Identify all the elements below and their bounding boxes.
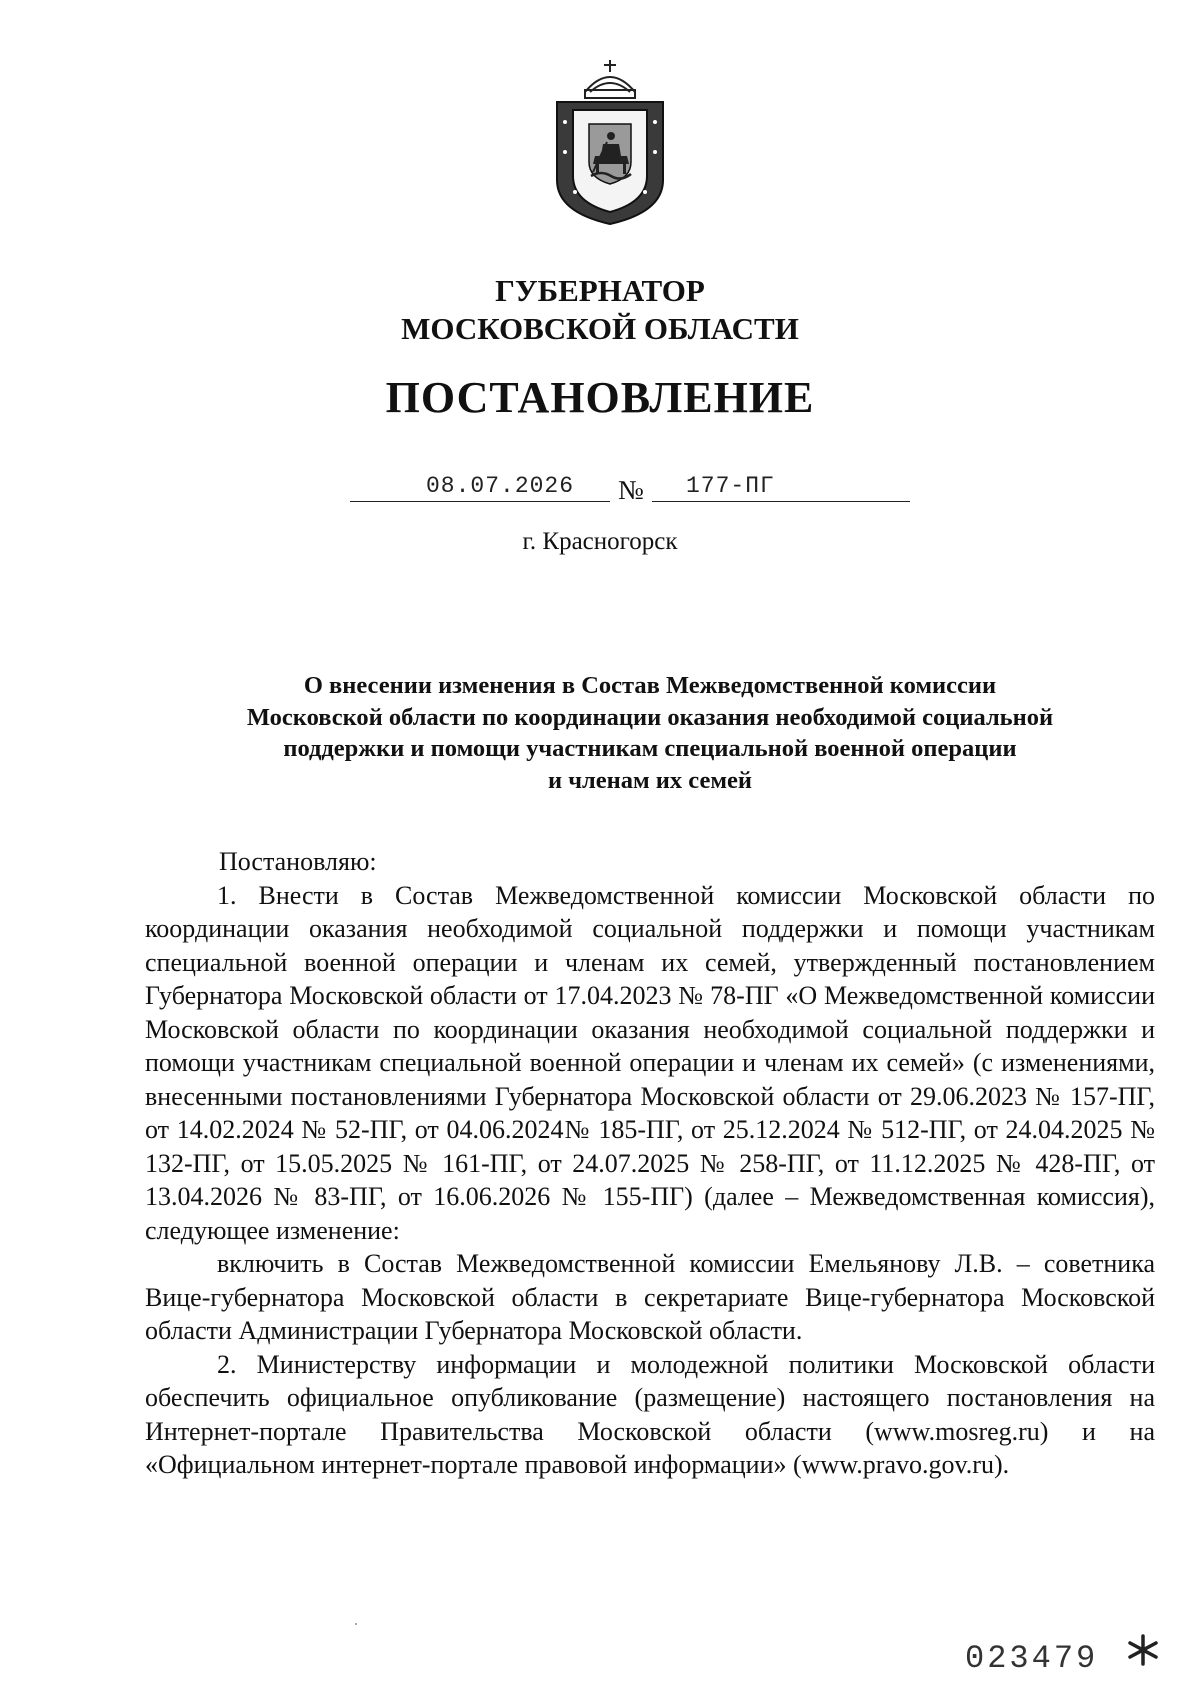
moscow-oblast-coat-of-arms-icon bbox=[545, 52, 675, 227]
asterisk-star-icon bbox=[1125, 1632, 1161, 1668]
city-label: г. Красногорск bbox=[522, 528, 678, 555]
document-number: 177-ПГ bbox=[686, 473, 775, 499]
document-date: 08.07.2026 bbox=[426, 473, 575, 499]
serial-number: 023479 bbox=[965, 1640, 1099, 1677]
document-subject bbox=[150, 670, 1150, 796]
document-body bbox=[145, 845, 1155, 1482]
body-paragraph: 1. Внести в Состав Межведомственной комиссии Московской области по координации оказания необходимой социальной поддержки и помощи участникам специальной военной операции и членам их семей, утвержденный постановлением Губернатора Московской области от 17.04.2023 № 78-ПГ «О Межведомственной комиссии Московской области по координации оказания необходимой социальной поддержки и помощи участникам специальной военной операции и членам их семей» (с изменениями, внесенными постановлениями Губернатора Московской области от 29.06.2023 № 157-ПГ, от 14.02.2024 № 52-ПГ, от 04.06.2024№ 185-ПГ, от 25.12.2024 № 512-ПГ, от 24.04.2025 № 132-ПГ, от 15.05.2025 № 161-ПГ, от 24.07.2025 № 258-ПГ, от 11.12.2025 № 428-ПГ, от 13.04.2026 № 83-ПГ, от 16.06.2026 № 155-ПГ) (далее – Межведомственная комиссия), следующее изменение: bbox=[145, 880, 1155, 1245]
authority-region: МОСКОВСКОЙ ОБЛАСТИ bbox=[401, 311, 799, 346]
body-paragraph: Постановляю: bbox=[219, 847, 377, 876]
subject-line: Московской области по координации оказания необходимой социальной bbox=[246, 703, 1054, 731]
authority-title: ГУБЕРНАТОР bbox=[495, 273, 705, 308]
subject-line: поддержки и помощи участникам специальной военной операции bbox=[283, 735, 1017, 762]
number-field bbox=[652, 467, 910, 502]
body-paragraph: 2. Министерству информации и молодежной политики Московской области обеспечить официальное опубликование (размещение) настоящего постановления на Интернет-портале Правительства Московской области (www.mosreg.ru) и на «Официальном интернет-портале правовой информации» (www.pravo.gov.ru). bbox=[145, 1349, 1155, 1479]
number-sign: № bbox=[618, 475, 644, 505]
scan-speck bbox=[355, 1623, 357, 1625]
date-number-line bbox=[350, 468, 910, 508]
date-field bbox=[350, 467, 610, 502]
subject-line: О внесении изменения в Состав Межведомственной комиссии bbox=[303, 672, 997, 699]
subject-line: и членам их семей bbox=[547, 766, 753, 794]
document-type: ПОСТАНОВЛЕНИЕ bbox=[385, 373, 815, 422]
body-paragraph: включить в Состав Межведомственной комиссии Емельянову Л.В. – советника Вице-губернатора Московской области в секретариате Вице-губернатора Московской области Администрации Губернатора Московской области. bbox=[145, 1249, 1155, 1345]
